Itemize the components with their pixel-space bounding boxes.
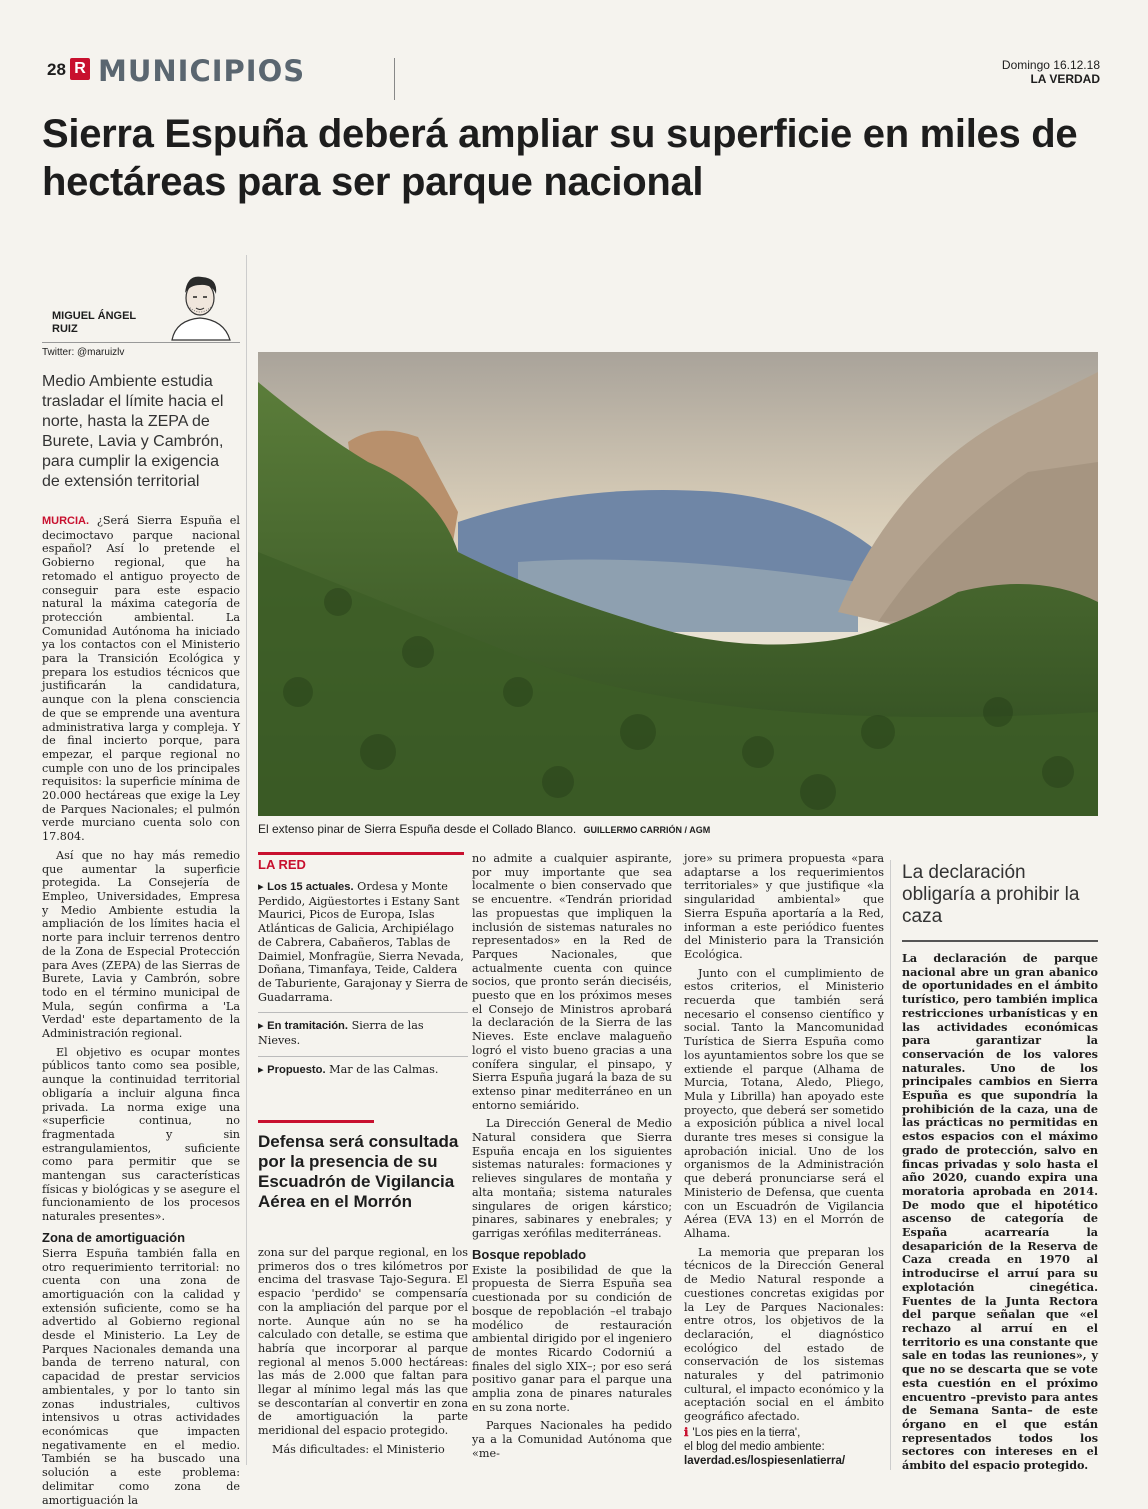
- author-name-line2: RUIZ: [52, 323, 78, 335]
- paragraph: Así que no hay más remedio que aumentar la superficie protegida. La Consejería de Empleo, Universidades, Empresa y Medio Ambiente estudia la ampliación de los límites hacia el norte para incluir terrenos dentro de la Zona de Especial Protección para Aves (ZEPA) de las Sierras de Burete, Lavia y Cambrón, sobre todo en el término municipal de Mula, según confirma a 'La Verdad' este departamento de la Administración regional.: [42, 848, 240, 1041]
- paragraph: zona sur del parque regional, en los primeros dos o tres kilómetros por encima del trasvase Tajo-Segura. El espacio 'perdido' se compensaría con la ampliación del parque por el norte. Aunque aún no se ha calculado con detalle, se estima que habría que incorporar al parque regional al menos 5.000 hectáreas: las más de 2.000 que faltan para llegar al mínimo legal más las que se descontarían al convertir en zona de amortiguación la parte meridional del espacio protegido.: [258, 1246, 468, 1438]
- section-subheading: Zona de amortiguación: [42, 1229, 186, 1245]
- highlight-bar: [258, 1120, 374, 1123]
- paragraph: Existe la posibilidad de que la propuesta de Sierra Espuña sea cuestionada por su condición de bosque de repoblación –el trabajo modélico de restauración ambiental dirigido por el ingeniero de montes Ricardo Codorniú a finales del siglo XIX–; por eso será positivo ganar para el parque una amplia zona de pinares naturales en su zona norte.: [472, 1263, 672, 1414]
- la-red-item: ▸ Propuesto. Mar de las Calmas.: [258, 1062, 439, 1076]
- author-portrait: [160, 268, 240, 340]
- paragraph: MURCIA. ¿Será Sierra Espuña el decimoctavo parque nacional español? Así lo pretende el Gobierno regional, que ha retomado el antiguo proyecto de conseguir para este espacio natural la máxima categoría de protección ambiental. La Comunidad Autónoma ha iniciado ya los contactos con el Ministerio para la Transición Ecológica y prepara los estudios técnicos que justificarán la candidatura, aunque con la plena consciencia de que se emprende una aventura administrativa larga y compleja. Y de final incierto porque, para empezar, el parque regional no cumple con uno de los principales requisitos: la superficie mínima de 20.000 hectáreas que exige la Ley de Parques Nacionales; el pulmón verde murciano cuenta solo con 17.804.: [42, 514, 240, 844]
- la-red-item: ▸ En tramitación. Sierra de las Nieves.: [258, 1019, 424, 1048]
- article-column-2: [258, 1246, 468, 1468]
- paragraph: La Dirección General de Medio Natural considera que Sierra Espuña encaja en los siguientes sistemas naturales: formaciones y relieves singulares de montaña y alta montaña; sistema naturales singulares de origen kárstico; pinares, sabinares y enebrales; y garrigas xerófilas mediterráneas.: [472, 1117, 672, 1240]
- newspaper-logo: R: [70, 58, 90, 80]
- section-subheading: Bosque repoblado: [472, 1246, 587, 1262]
- la-red-title: LA RED: [258, 857, 306, 872]
- author-byline: [52, 310, 136, 336]
- info-icon: ℹ: [684, 1427, 689, 1439]
- sidebar-text: La declaración de parque nacional abre un gran abanico de oportunidades en el ámbito turístico, pero también implica restricciones urbanísticas y en las actividades económicas para garantizar la conservación de los valores naturales. Uno de los principales cambios en Sierra Espuña es que supondría la prohibición de la caza, una de las prácticas no permitidas en estos espacios con el máximo grado de protección, salvo en fincas privadas y solo hasta el año 2020, cuando expira una moratoria aprobada en 2014. De modo que el hipotético ascenso de categoría de España acarrearía la desaparición de la Reserva de Caza creada en 1970 al introducirse el arruí para su explotación cinegética. Fuentes de la Junta Rectora del parque señalan que «el rechazo al arruí en el territorio es una constante que sale en todas las reuniones», y que no se descarta que se vote esta cuestión en el próximo encuentro –previsto para antes de Semana Santa– de este órgano en el que están representados todos los sectores con intereses en el ámbito del espacio protegido.: [902, 951, 1098, 1473]
- sidebar-divider: [890, 860, 891, 1470]
- landscape-photo: [258, 352, 1098, 816]
- subheadline: Medio Ambiente estudia trasladar el límite hacia el norte, hasta la ZEPA de Burete, Lavia y Cambrón, para cumplir la exigencia de extensión territorial: [42, 373, 224, 490]
- header-divider: [394, 58, 395, 100]
- column-divider: [246, 255, 247, 1465]
- paragraph: Sierra Espuña también falla en otro requerimiento territorial: no cuenta con una zona de amortiguación con la calidad y extensión suficiente, como se ha advertido al Gobierno regional desde el Ministerio. La Ley de Parques Nacionales demanda una banda de terreno natural, con capacidad de prestar servicios ambientales, y por lo tanto sin zonas industriales, cultivos intensivos u otras actividades económicas que impacten negativamente en el medio. También se ha buscado una solución a este problema: delimitar como zona de amortiguación la: [42, 1246, 240, 1507]
- paragraph: El objetivo es ocupar montes públicos tanto como sea posible, aunque la continuidad territorial obligaría a incluir alguna finca privada. La norma exige una «superficie continua, no fragmentada y sin estrangulamientos, suficiente como para permitir que se mantengan sus características físicas y biológicas y se asegure el funcionamiento de los procesos naturales presentes».: [42, 1045, 240, 1224]
- blog-promo[interactable]: ℹ 'Los pies en la tierra', el blog del medio ambiente: laverdad.es/lospiesenlatierra/: [684, 1426, 884, 1468]
- paragraph: Parques Nacionales ha pedido ya a la Comunidad Autónoma que «me-: [472, 1419, 672, 1460]
- photo-caption: [258, 822, 1098, 836]
- paragraph: no admite a cualquier aspirante, por muy importante que sea localmente o bien conservado que se encuentre. «Tendrán prioridad las propuestas que impliquen la inclusión de sistemas naturales no representados» en la Red de Parques Nacionales, que actualmente cuenta con quince socios, que pronto serán dieciséis, puesto que en los próximos meses el Consejo de Ministros aprobará la declaración de la Sierra de las Nieves. Este enclave malagueño logró el visto bueno gracias a una conífera singular, el pinsapo, y Sierra Espuña jugará la baza de su extenso pinar mediterráneo en un entorno semiárido.: [472, 852, 672, 1112]
- paragraph: jore» su primera propuesta «para adaptarse a los requerimientos territoriales» y que justifique «la singularidad ambiental» que Sierra Espuña aportaría a la Red, informan a este periódico fuentes del Ministerio para la Transición Ecológica.: [684, 852, 884, 961]
- author-twitter[interactable]: Twitter: @maruizlv: [42, 347, 125, 358]
- sidebar-headline: La declaración obligaría a prohibir la caza: [902, 862, 1080, 927]
- section-title: MUNICIPIOS: [98, 54, 306, 88]
- article-column-3: [472, 852, 672, 1468]
- la-red-bar: [258, 852, 464, 855]
- paragraph: La memoria que preparan los técnicos de la Dirección General de Medio Natural responde a cuestiones concretas exigidas por la Ley de Parques Nacionales: entre otros, los objetivos de la declaración, el diagnóstico ecológico del estado de conservación de los sistemas naturales y del patrimonio cultural, el impacto económico y la aceptación social en el ámbito geográfico afectado.: [684, 1245, 884, 1424]
- photo-credit: GUILLERMO CARRIÓN / AGM: [583, 825, 711, 835]
- pull-headline: Defensa será consultada por la presencia de su Escuadrón de Vigilancia Aérea en el Morrón: [258, 1132, 459, 1211]
- city-label: MURCIA.: [42, 515, 90, 527]
- la-red-box: [258, 880, 468, 1085]
- la-red-item: ▸ Los 15 actuales. Ordesa y Monte Perdido, Aigüestortes i Estany Sant Maurici, Picos de Europa, Islas Atlánticas de Galicia, Archipiélago de Cabrera, Cabañeros, Tablas de Daimiel, Monfragüe, Sierra Nevada, Doñana, Timanfaya, Teide, Caldera de Taburiente, Garajonay y Sierra de Guadarrama.: [258, 880, 468, 1004]
- caption-text: El extenso pinar de Sierra Espuña desde el Collado Blanco.: [258, 822, 577, 836]
- issue-date: Domingo 16.12.18: [1001, 58, 1100, 72]
- paragraph: Junto con el cumplimiento de estos criterios, el Ministerio recuerda que también será necesario el consenso científico y social. Tanto la Mancomunidad Turística de Sierra Espuña como los ayuntamientos sobre los que se extiende el parque (Alhama de Murcia, Totana, Aledo, Pliego, Mula y Librilla) han apoyado este proyecto, que deberá ser sometido a exposición pública a nivel local durante tres meses si consigue la aprobación inicial. Uno de los organismos de la Administración que deberá pronunciarse será el Ministerio de Defensa, que cuenta con un Escuadrón de Vigilancia Aérea (EVA 13) en el Morrón de Alhama.: [684, 966, 884, 1240]
- author-name-line1: MIGUEL ÁNGEL: [52, 310, 137, 322]
- publication-name: LA VERDAD: [1030, 72, 1100, 86]
- blog-link[interactable]: laverdad.es/lospiesenlatierra/: [684, 1455, 846, 1467]
- author-divider: [42, 342, 240, 343]
- page-number: 28: [47, 60, 66, 79]
- headline: Sierra Espuña deberá ampliar su superficie en miles de hectáreas para ser parque nacional: [42, 112, 1078, 204]
- article-column-4: [684, 852, 884, 1424]
- paragraph: Más dificultades: el Ministerio: [272, 1442, 445, 1456]
- article-column-1: [42, 514, 240, 1507]
- sidebar-rule: [902, 940, 1098, 942]
- dateline: [1002, 58, 1100, 86]
